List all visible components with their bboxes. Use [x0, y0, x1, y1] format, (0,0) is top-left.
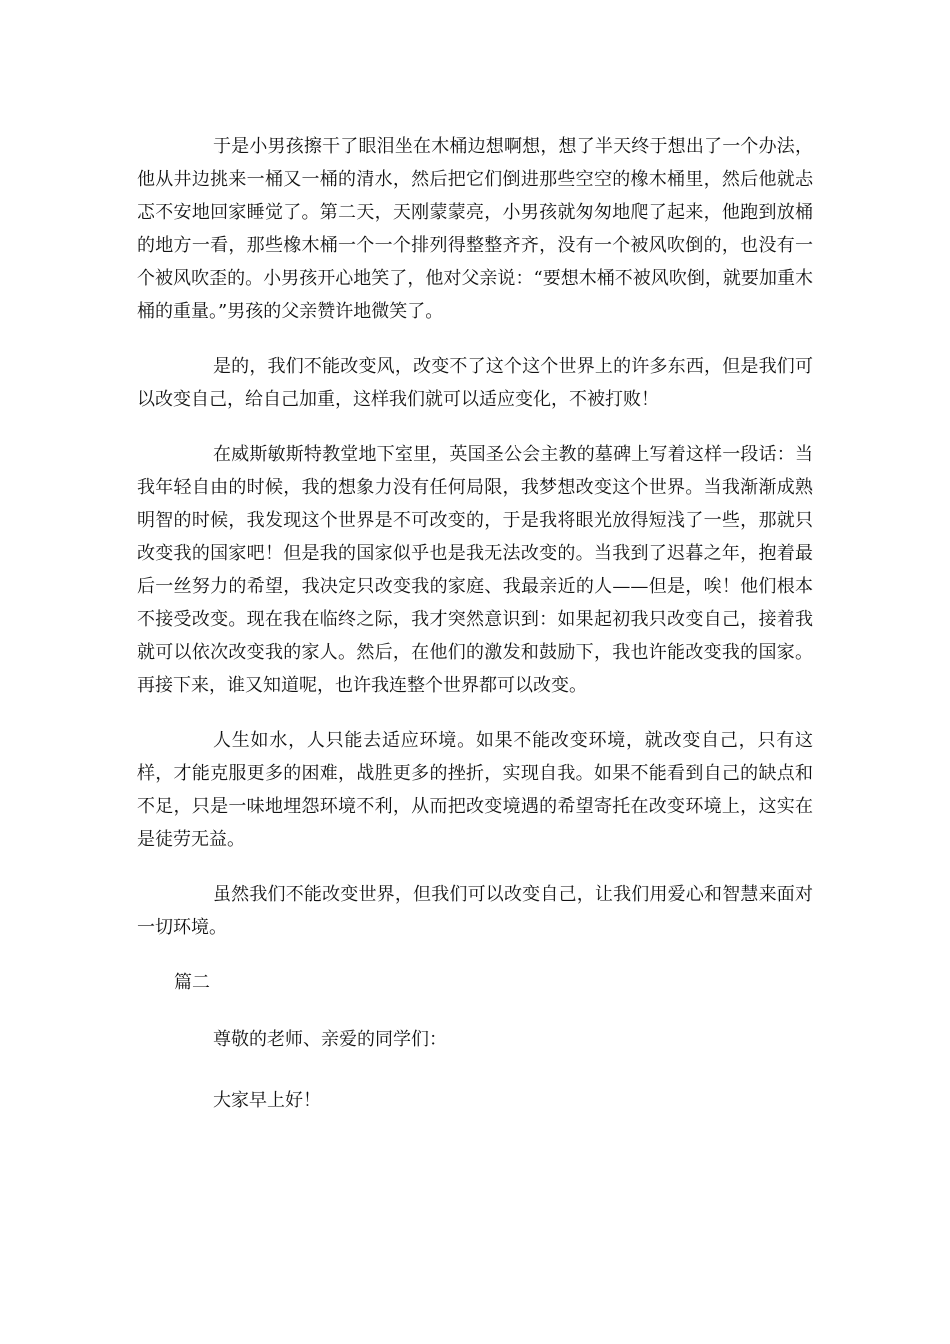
- paragraph-3: 在威斯敏斯特教堂地下室里，英国圣公会主教的墓碑上写着这样一段话：当我年轻自由的时候，我的想象力没有任何局限，我梦想改变这个世界。当我渐渐成熟明智的时候，我发现这个世界是不可改变的，于是我将眼光放得短浅了一些，那就只改变我的国家吧！但是我的国家似乎也是我无法改变的。当我到了迟暮之年，抱着最后一丝努力的希望，我决定只改变我的家庭、我最亲近的人——但是，唉！他们根本不接受改变。现在我在临终之际，我才突然意识到：如果起初我只改变自己，接着我就可以依次改变我的家人。然后，在他们的激发和鼓励下，我也许能改变我的国家。再接下来，谁又知道呢，也许我连整个世界都可以改变。: [137, 444, 813, 696]
- paragraph-1: 于是小男孩擦干了眼泪坐在木桶边想啊想，想了半天终于想出了一个办法，他从井边挑来一桶又一桶的清水，然后把它们倒进那些空空的橡木桶里，然后他就忐忑不安地回家睡觉了。第二天，天刚蒙蒙亮，小男孩就匆匆地爬了起来，他跑到放桶的地方一看，那些橡木桶一个一个排列得整整齐齐，没有一个被风吹倒的，也没有一个被风吹歪的。小男孩开心地笑了，他对父亲说：“要想木桶不被风吹倒，就要加重木桶的重量。”男孩的父亲赞许地微笑了。: [137, 136, 813, 322]
- greeting: 大家早上好！: [213, 1090, 321, 1111]
- document-body: [137, 130, 813, 1145]
- paragraph-2: 是的，我们不能改变风，改变不了这个这个世界上的许多东西，但是我们可以改变自己，给自己加重，这样我们就可以适应变化，不被打败！: [137, 356, 813, 410]
- section-heading: 篇二: [174, 972, 210, 993]
- paragraph-4: 人生如水，人只能去适应环境。如果不能改变环境，就改变自己，只有这样，才能克服更多的困难，战胜更多的挫折，实现自我。如果不能看到自己的缺点和不足，只是一味地埋怨环境不利，从而把改变境遇的希望寄托在改变环境上，这实在是徒劳无益。: [137, 730, 813, 850]
- salutation: 尊敬的老师、亲爱的同学们：: [213, 1029, 447, 1050]
- paragraph-5: 虽然我们不能改变世界，但我们可以改变自己，让我们用爱心和智慧来面对一切环境。: [137, 884, 813, 938]
